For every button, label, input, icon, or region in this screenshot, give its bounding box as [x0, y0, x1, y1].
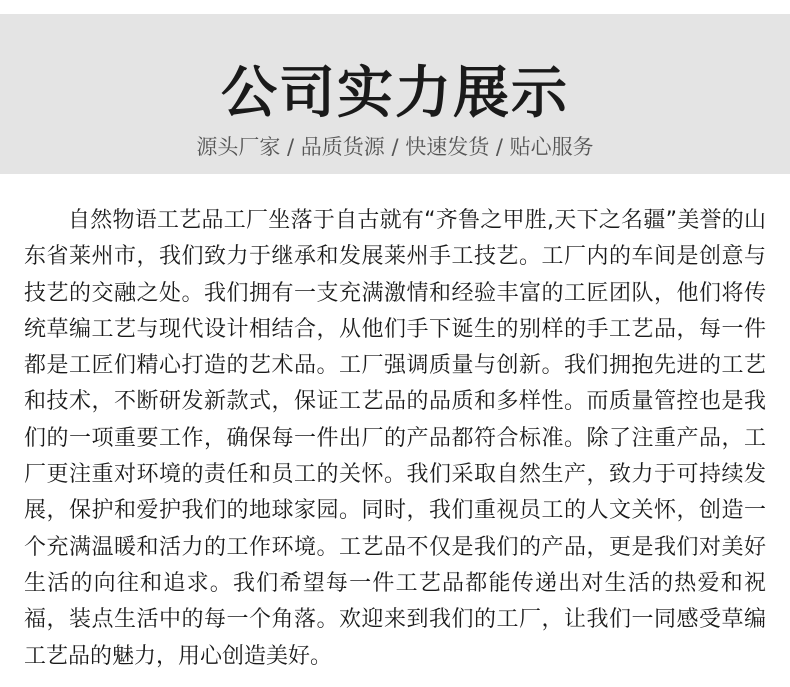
page-subtitle: 源头厂家 / 品质货源 / 快速发货 / 贴心服务 — [196, 135, 594, 159]
company-description: 自然物语工艺品工厂坐落于自古就有“齐鲁之甲胜,天下之名疆”美誉的山东省莱州市，我们致力于继承和发展莱州手工技艺。工厂内的车间是创意与技艺的交融之处。我们拥有一支充满激情和经验丰富的工匠团队，他们将传统草编工艺与现代设计相结合，从他们手下诞生的别样的手工艺品，每一件都是工匠们精心打造的艺术品。工厂强调质量与创新。我们拥抱先进的工艺和技术，不断研发新款式，保证工艺品的品质和多样性。而质量管控也是我们的一项重要工作，确保每一件出厂的产品都符合标准。除了注重产品，工厂更注重对环境的责任和员工的关怀。我们采取自然生产，致力于可持续发展，保护和爱护我们的地球家园。同时，我们重视员工的人文关怀，创造一个充满温暖和活力的工作环境。工艺品不仅是我们的产品，更是我们对美好生活的向往和追求。我们希望每一件工艺品都能传递出对生活的热爱和祝福，装点生活中的每一个角落。欢迎来到我们的工厂，让我们一同感受草编工艺品的魅力，用心创造美好。 — [24, 208, 766, 669]
page-title: 公司实力展示 — [221, 61, 569, 126]
header-banner — [0, 14, 790, 174]
